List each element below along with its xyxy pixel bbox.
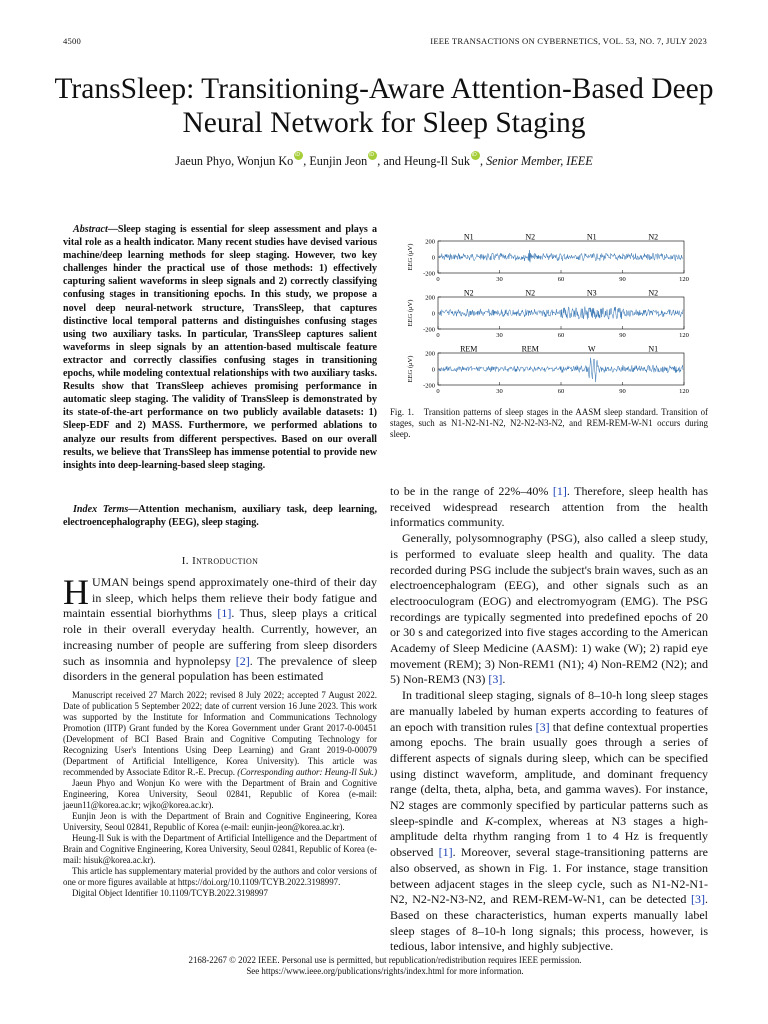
footnote-supplementary: This article has supplementary material provided by the authors and color versions of one or more figures available at https://doi.org/10.1109/TCYB.2022.3198997. [63, 866, 377, 887]
stage-label: N2 [648, 232, 659, 242]
x-tick-label: 120 [679, 388, 689, 395]
x-tick-label: 30 [496, 388, 503, 395]
index-terms [63, 503, 377, 529]
y-tick-label: -200 [423, 382, 435, 390]
x-tick-label: 120 [679, 332, 689, 339]
y-tick-label: 0 [431, 366, 435, 374]
stage-label: N1 [463, 232, 474, 242]
footnote-manuscript [63, 690, 377, 778]
orcid-icon[interactable] [294, 151, 303, 160]
copyright-line-2: See https://www.ieee.org/publications/rights/index.html for more information. [246, 966, 524, 976]
abstract [63, 223, 377, 472]
text-run: to be in the range of 22%–40% [390, 484, 553, 498]
text-run: that define contextual properties among epochs. The brain usually goes through a series of different aspects of signals during sleep, which can be specified using distinct waveform, amplitude, and dominant frequency range (delta, theta, alpha, beta, and gamma waves). For instance, N2 stages are commonly specified by particular patterns such as sleep-spindle and [390, 719, 708, 828]
y-tick-label: 0 [431, 310, 435, 318]
intro-part-3: . The prevalence of sleep disorders in the general population has been estimated [63, 653, 377, 684]
stage-label: N2 [648, 288, 659, 298]
footnote-manuscript-text: Manuscript received 27 March 2022; revised 8 July 2022; accepted 7 August 2022. Date of publication 5 September 2022; date of current version 16 June 2023. This work was supported by the Institute for Information and Communications Technology Promotion (IITP) Grant funded by the Korea Government under Grant 2017-0-00451 (Development of BCI Based Brain and Cognitive Computing Technology for Recognizing User's Intentions Using Deep Learning) and Grant 2019-0-00079 (Department of Artificial Intelligence, Korea University). This article was recommended by Associate Editor R.-E. Precup. [63, 690, 377, 777]
author-names-3: , and Heung-Il Suk [377, 154, 470, 169]
stage-label: N2 [525, 232, 536, 242]
text-run: . Based on these characteristics, human experts manually label sleep stages of 8–10-h long signals; this process, however, is tedious, labor intensive, and highly subjective. [390, 892, 708, 954]
plot-axes [438, 297, 684, 329]
text-run: Generally, polysomnography (PSG), also called a sleep study, is performed to evaluate sleep health and quality. The data recorded during PSG include the subject's brain waves, such as an electroencephalogram (EEG), and other signals such as an electrooculogram (EOG) and electromyogram (EMG). The PSG recordings are typically segmented into predefined epochs of 20 or 30 s and categorized into five stages according to the American Academy of Sleep Medicine (AASM): 1) wake (W); 2) rapid eye movement (REM); 3) Non-REM1 (N1); 4) Non-REM2 (N2); and 5) Non-REM3 (N3) [390, 531, 708, 687]
footnote-affiliation-3: Heung-Il Suk is with the Department of Artificial Intelligence and the Department of Brain and Cognitive Engineering, Korea University, Seoul 02841, Republic of Korea (e-mail: hisuk@korea.ac.kr). [63, 833, 377, 865]
index-terms-label: Index Terms [73, 504, 129, 515]
x-tick-label: 90 [619, 388, 626, 395]
paragraph [390, 688, 708, 955]
copyright-notice [63, 955, 707, 977]
index-terms-text: —Attention mechanism, auxiliary task, deep learning, electroencephalography (EEG), sleep staging. [63, 504, 377, 529]
plot-axes [438, 241, 684, 273]
author-list [40, 151, 728, 169]
section-number: I. [181, 555, 193, 567]
intro-part-1: beings spend approximately one-third of their day in sleep, which helps them relieve their body fatigue and maintain essential biorhythms [63, 575, 377, 621]
figure-caption [390, 407, 708, 440]
author-names-4: , [479, 154, 487, 169]
y-tick-label: -200 [423, 326, 435, 334]
abstract-label: Abstract [73, 224, 108, 235]
footnote-affiliation-2: Eunjin Jeon is with the Department of Brain and Cognitive Engineering, Korea University, Seoul 02841, Republic of Korea (e-mail: eunjin-jeon@korea.ac.kr). [63, 811, 377, 832]
citation-link[interactable]: [1] [552, 484, 567, 498]
caption-text: Transition patterns of sleep stages in the AASM sleep standard. Transition of stages, such as N1-N2-N1-N2, N2-N2-N3-N2, and REM-REM-W-N1 occurs during sleep. [390, 407, 709, 439]
caption-label: Fig. 1. [390, 407, 414, 417]
author-names-1: Jaeun Phyo, Wonjun Ko [175, 154, 294, 169]
paragraph [390, 531, 708, 688]
eeg-figure [390, 232, 708, 402]
author-membership: Senior Member, IEEE [486, 154, 593, 169]
x-tick-label: 30 [496, 276, 503, 283]
y-tick-label: 200 [425, 238, 435, 246]
text-run: . Therefore, sleep health has received widespread research attention from the health informatics community. [390, 484, 708, 530]
x-tick-label: 30 [496, 332, 503, 339]
eeg-trace [439, 307, 683, 320]
stage-label: N2 [463, 288, 474, 298]
text-run: . [502, 672, 506, 687]
x-tick-label: 120 [679, 276, 689, 283]
citation-link[interactable]: [1] [438, 845, 453, 860]
stage-label: N2 [525, 288, 536, 298]
text-run: . Moreover, several stage-transitioning patterns are also observed, as shown in Fig. 1. For instance, stage transition between adjacent stages in the sleep cycle, such as N1-N2-N1-N2, N2-N2-N3-N2, and REM-REM-W-N1, can be detected [390, 845, 708, 907]
paper-title: TransSleep: Transitioning-Aware Attention-Based Deep Neural Network for Sleep Staging [54, 73, 714, 139]
stage-label: N3 [586, 288, 597, 298]
y-tick-label: 0 [431, 254, 435, 262]
page-number: 4500 [63, 36, 81, 46]
x-tick-label: 90 [619, 276, 626, 283]
text-run: -complex, whereas at N3 stages a high-amplitude delta rhythm ranging from 1 to 4 Hz is frequently observed [390, 813, 708, 860]
x-tick-label: 0 [436, 388, 440, 395]
x-tick-label: 90 [619, 332, 626, 339]
eeg-trace [439, 358, 683, 382]
intro-smallcaps: UMAN [92, 575, 129, 589]
abstract-text: —Sleep staging is essential for sleep assessment and plays a vital role as a health indicator. Many recent studies have devised various machine/deep learning methods for sleep staging. However, two key challenges hinder the practical use of those methods: 1) effectively capturing salient waveforms in sleep signals and 2) correctly classifying confusing stages in transitioning epochs. In this study, we propose a novel deep neural-network structure, TransSleep, that captures distinctive local temporal patterns and distinguishes confusing stages using two auxiliary tasks. In particular, TransSleep captures salient waveforms in sleep signals by an attention-based multiscale feature extractor and correctly classifies confusing stages in transitioning epochs, while modeling contextual relationships with two auxiliary tasks. Results show that TransSleep achieves promising performance in automatic sleep staging. The validity of TransSleep is demonstrated by its state-of-the-art performance on two publicly available datasets: 1) Sleep-EDF and 2) MASS. Furthermore, we performed ablations to analyze our results from different perspectives. Based on our overall results, we believe that TransSleep has immense potential to provide new insights into deep-learning-based sleep staging. [63, 224, 377, 471]
stage-label: W [587, 344, 596, 354]
introduction-text [63, 572, 378, 685]
text-run: K [485, 813, 494, 828]
x-tick-label: 0 [436, 276, 440, 283]
journal-name: IEEE TRANSACTIONS ON CYBERNETICS, VOL. 53, NO. 7, JULY 2023 [430, 36, 707, 46]
drop-cap: H [63, 572, 89, 612]
x-tick-label: 60 [557, 332, 565, 339]
x-tick-label: 60 [557, 276, 565, 283]
right-column-text [390, 484, 708, 955]
y-tick-label: -200 [423, 270, 435, 278]
orcid-icon[interactable] [368, 151, 377, 160]
y-axis-label: EEG (μV) [407, 243, 414, 271]
citation-link[interactable]: [1] [217, 606, 232, 621]
paragraph [390, 484, 708, 531]
stage-label: REM [460, 344, 478, 354]
copyright-line-1: 2168-2267 © 2022 IEEE. Personal use is permitted, but republication/redistribution requires IEEE permission. [188, 955, 582, 965]
footnote-doi: Digital Object Identifier 10.1109/TCYB.2022.3198997 [72, 888, 268, 898]
intro-part-2: . Thus, sleep plays a critical role in their overall everyday health. Currently, however, an increasing number of people are suffering from sleep disorders such as insomnia and hypnolepsy [63, 606, 378, 668]
eeg-trace [439, 250, 683, 262]
stage-label: REM [521, 344, 539, 354]
orcid-icon[interactable] [471, 151, 480, 160]
citation-link[interactable]: [3] [691, 892, 705, 907]
text-run: In traditional sleep staging, signals of 8–10-h long sleep stages are manually labeled by human experts according to features of an epoch with transition rules [390, 688, 708, 734]
y-axis-label: EEG (μV) [407, 355, 414, 383]
y-axis-label: EEG (μV) [407, 299, 414, 327]
author-names-2: , Eunjin Jeon [303, 154, 368, 169]
section-heading [63, 555, 377, 567]
citation-link[interactable]: [2] [235, 653, 250, 668]
footnote-affiliation-1: Jaeun Phyo and Wonjun Ko were with the Department of Brain and Cognitive Engineering, Korea University, Seoul 02841, Republic of Korea (e-mail: jaeun11@korea.ac.kr; wjko@korea.ac.kr). [63, 778, 377, 810]
corresponding-author-note: (Corresponding author: Heung-Il Suk.) [237, 767, 377, 777]
x-tick-label: 60 [557, 388, 565, 395]
x-tick-label: 0 [436, 332, 440, 339]
y-tick-label: 200 [425, 294, 435, 302]
citation-link[interactable]: [3] [488, 672, 503, 687]
citation-link[interactable]: [3] [535, 719, 550, 734]
stage-label: N1 [648, 344, 659, 354]
stage-label: N1 [586, 232, 597, 242]
footnotes [63, 690, 377, 899]
section-title: Introduction [192, 555, 259, 567]
y-tick-label: 200 [425, 350, 435, 358]
